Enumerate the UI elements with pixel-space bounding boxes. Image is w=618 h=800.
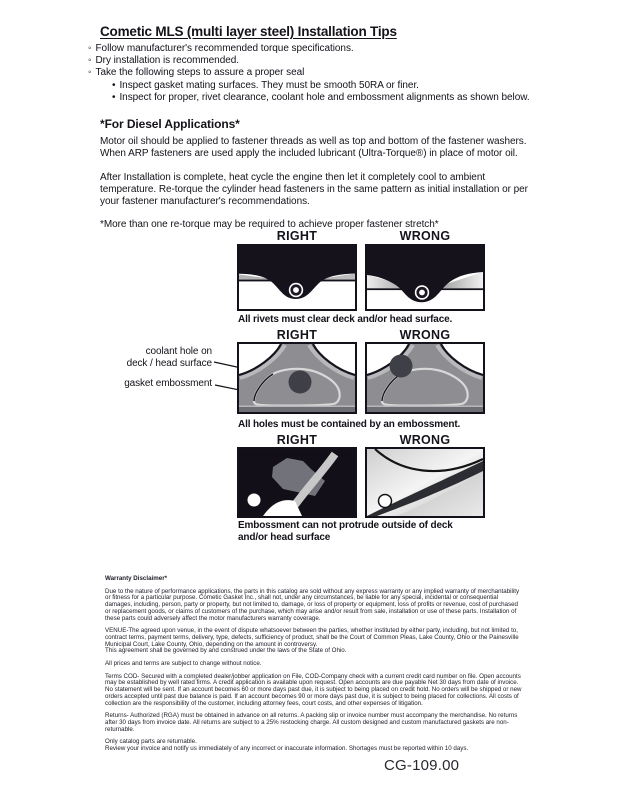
figure-caption-holes: All holes must be contained by an embossment. [238, 419, 461, 430]
figure-protrusion-wrong [365, 447, 485, 518]
figure-label-right: RIGHT [276, 229, 318, 243]
figure-protrusion-right [237, 447, 357, 518]
figure-label-wrong: WRONG [399, 433, 451, 447]
disclaimer-heading: Warranty Disclaimer* [105, 575, 168, 582]
figure-label-wrong: WRONG [399, 229, 451, 243]
list-item [112, 80, 548, 92]
annotation-coolant-hole [100, 346, 212, 369]
disclaimer-paragraph: Only catalog parts are returnable. [105, 738, 197, 746]
tip-text: ◦ Dry installation is recommended. [95, 55, 239, 67]
figures-section [0, 228, 618, 558]
annotation-line: deck / head surface [126, 357, 212, 369]
embossment-wrong-diagram [367, 344, 483, 412]
list-item [88, 55, 548, 67]
figure-embossment-wrong [365, 342, 485, 414]
disclaimer-paragraph: Due to the nature of performance applications, the parts in this catalog are sold without any express warranty or any implied warranty of merchantability or fitness for a particular purpose. Cometic Gasket Inc., shall not, under any circumstances, be liable for any special, incidental or consequential damages, including, person, party or property, but not limited to, damage, or loss of property or equipment, loss of profits or revenue, cost of purchased or replacement goods, or claims of customers of the purchase, which may arise and/or result from sale, installation or use of these parts. Installation of these parts could adversely affect the motor manufacturers warranty coverage. [105, 587, 520, 622]
figure-embossment-right [237, 342, 357, 414]
annotation-gasket-embossment: gasket embossment [124, 378, 212, 389]
caption-line: and/or head surface [238, 531, 331, 543]
disclaimer-paragraph: Review your invoice and notify us immediately of any incorrect or inaccurate information. Shortages must be reported within 10 days. [105, 745, 469, 753]
disclaimer-paragraph: All prices and terms are subject to change without notice. [105, 660, 262, 668]
disclaimer-paragraph: Terms COD- Secured with a completed dealer/jobber application on File, COD-Company check with a current credit card number on file. Open accounts may be established by well rated firms. A credit application is available upon request. Open accounts are due payable Net 30 days from date of invoice. No statement will be sent. If an account becomes 60 or more days past due, it is subject to being placed on credit hold. No orders will be shipped or new orders accepted until past due balance is paid. If an account becomes 90 or more days past due, it is subject to being placed for collections. All costs of collection are the responsibility of the customer, including attorney fees, court costs, and other expenses of litigation. [105, 672, 522, 707]
protrusion-right-diagram [239, 449, 355, 516]
document-code: CG-109.00 [384, 757, 460, 774]
figure-rivet-wrong [365, 244, 485, 311]
list-item [112, 92, 548, 104]
figure-caption-protrusion [238, 520, 453, 543]
list-item [88, 67, 548, 79]
list-item [88, 43, 548, 55]
section-heading: *For Diesel Applications* [100, 117, 240, 131]
installation-tips-list [88, 43, 548, 104]
diesel-applications-section [100, 118, 536, 242]
sub-list [112, 80, 548, 104]
figure-caption-rivets: All rivets must clear deck and/or head surface. [238, 314, 453, 325]
note-text: *More than one re-torque may be required to achieve proper fastener stretch* [100, 219, 439, 231]
caption-line: Embossment can not protrude outside of deck [238, 520, 453, 531]
disclaimer-paragraph: Returns- Authorized (RGA) must be obtained in advance on all returns. A packing slip or invoice number must accompany the merchandise. No returns after 30 days from invoice date. All returns are subject to a 25% restocking charge. All custom designed and custom manufactured gaskets are non-returnable. [105, 712, 518, 733]
page-title: Cometic MLS (multi layer steel) Installation Tips [100, 24, 397, 39]
warranty-disclaimer-section [105, 576, 525, 759]
figure-label-wrong: WRONG [399, 328, 451, 342]
paragraph: After Installation is complete, heat cycle the engine then let it completely cool to ambient temperature. Re-torque the cylinder head fasteners in the same pattern as initial installation or per your fastener manufacturer's recommendations. [100, 171, 528, 208]
disclaimer-paragraph: VENUE-The agreed upon venue, in the event of dispute whatsoever between the parties, whether instituted by either party, including, but not limited to, contract terms, payment terms, delivery, type, defects, sufficiency of product, shall be the Court of Common Pleas, Lake County, Ohio or the Painesville Municipal Court, Lake County, Ohio, depending on the amount in controversy. [105, 627, 519, 648]
disclaimer-paragraph: This agreement shall be governed by and construed under the laws of the State of Ohio. [105, 647, 347, 655]
annotation-line: coolant hole on [145, 346, 212, 357]
embossment-right-diagram [239, 344, 355, 412]
figure-label-right: RIGHT [276, 328, 318, 342]
figure-label-right: RIGHT [276, 433, 318, 447]
rivet-right-diagram [239, 246, 355, 309]
figure-rivet-right [237, 244, 357, 311]
protrusion-wrong-diagram [367, 449, 483, 516]
paragraph: Motor oil should be applied to fastener threads as well as top and bottom of the fastener washers. When ARP fasteners are used apply the included lubricant (Ultra-Torque®) in place of motor oil. [100, 136, 527, 160]
tip-text: ◦ Follow manufacturer's recommended torque specifications. [95, 43, 354, 54]
tip-text: ◦ Take the following steps to assure a proper seal [95, 67, 305, 79]
tip-text: • Inspect gasket mating surfaces. They must be smooth 50RA or finer. [119, 79, 419, 91]
rivet-wrong-diagram [367, 246, 483, 309]
tip-text: • Inspect for proper, rivet clearance, coolant hole and embossment alignments as shown below. [119, 91, 530, 103]
